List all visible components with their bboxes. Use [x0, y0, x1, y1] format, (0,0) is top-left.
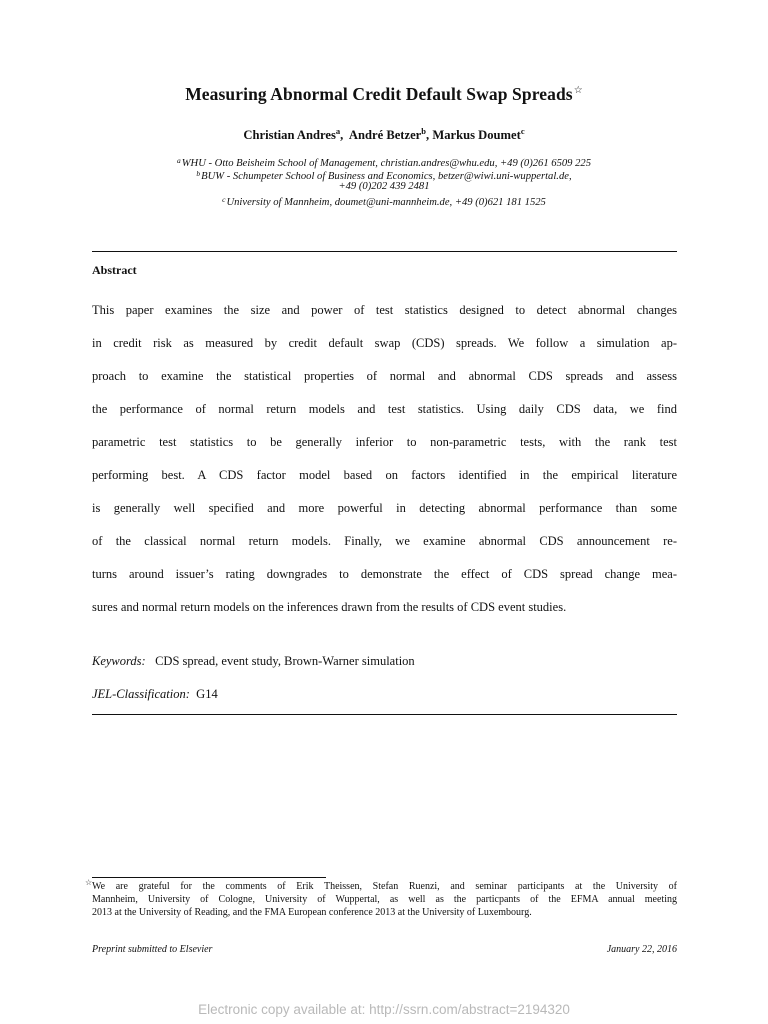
footnote-line: Mannheim, University of Cologne, University of Wuppertal, as well as the particpants of the EFMA annual meeting [92, 894, 677, 905]
author-list [0, 126, 768, 143]
affiliation-text: University of Mannheim, doumet@uni-mannheim.de, +49 (0)621 181 1525 [226, 197, 546, 208]
abstract-line: This paper examines the size and power of test statistics designed to detect abnormal changes [92, 303, 677, 317]
abstract-line: of the classical normal return models. Finally, we examine abnormal CDS announcement re- [92, 534, 677, 548]
author-affil-mark: b [421, 126, 427, 136]
preprint-date: January 22, 2016 [606, 944, 677, 955]
ssrn-notice: Electronic copy available at: http://ssrn.com/abstract=2194320 [198, 1002, 570, 1017]
abstract-line: in credit risk as measured by credit default swap (CDS) spreads. We follow a simulation ap- [92, 336, 677, 350]
author-separator: , [426, 128, 433, 142]
author-affil-mark: a [335, 126, 341, 136]
abstract-line: performing best. A CDS factor model based on factors identified in the empirical literature [92, 468, 677, 482]
keywords [92, 654, 415, 669]
footnote-line: 2013 at the University of Reading, and the FMA European conference 2013 at the University of Luxembourg. [92, 907, 532, 918]
author-1 [243, 128, 349, 142]
jel-classification [92, 687, 218, 702]
affiliation-mark: a [176, 156, 181, 165]
title-text: Measuring Abnormal Credit Default Swap Spreads [185, 84, 573, 104]
jel-label: JEL-Classification: [92, 687, 190, 701]
affiliation-c [0, 193, 768, 209]
footnote-line [85, 878, 677, 892]
keywords-value: CDS spread, event study, Brown-Warner simulation [155, 654, 415, 668]
title-footnote-mark: ☆ [573, 85, 583, 96]
preprint-notice: Preprint submitted to Elsevier [92, 944, 213, 955]
abstract-heading: Abstract [92, 263, 137, 277]
abstract-line: is generally well specified and more powerful in detecting abnormal performance than some [92, 501, 677, 515]
abstract-line: sures and normal return models on the inferences drawn from the results of CDS event studies. [92, 600, 567, 614]
author-2 [349, 128, 432, 142]
abstract-line: the performance of normal return models and test statistics. Using daily CDS data, we find [92, 402, 677, 416]
footnote-mark: ☆ [85, 878, 93, 887]
author-name: Markus Doumet [432, 128, 521, 142]
keywords-label: Keywords: [92, 654, 146, 668]
jel-value: G14 [196, 687, 218, 701]
abstract-bottom-rule [92, 714, 677, 715]
author-affil-mark: c [520, 126, 525, 136]
author-separator: , [340, 128, 349, 142]
abstract-top-rule [92, 251, 677, 252]
abstract-line: proach to examine the statistical properties of normal and abnormal CDS spreads and assess [92, 369, 677, 383]
footnote-rule [92, 877, 326, 878]
paper-title [0, 84, 768, 105]
author-name: Christian Andres [243, 128, 336, 142]
abstract-line: turns around issuer’s rating downgrades to demonstrate the effect of CDS spread change mea- [92, 567, 677, 581]
footnote-text: We are grateful for the comments of Erik Theissen, Stefan Ruenzi, and seminar participants at the University of [92, 881, 677, 892]
affiliation-b-continued: +49 (0)202 439 2481 [338, 181, 430, 192]
author-3 [432, 128, 524, 142]
affiliation-text: WHU - Otto Beisheim School of Management, christian.andres@whu.edu, +49 (0)261 6509 225 [181, 158, 592, 169]
affiliation-text: BUW - Schumpeter School of Business and Economics, betzer@wiwi.uni-wuppertal.de, [201, 171, 572, 182]
affiliation-mark: c [222, 195, 226, 204]
author-name: André Betzer [348, 128, 422, 142]
affiliation-mark: b [196, 169, 201, 178]
abstract-line: parametric test statistics to be generally inferior to non-parametric tests, with the rank test [92, 435, 677, 449]
